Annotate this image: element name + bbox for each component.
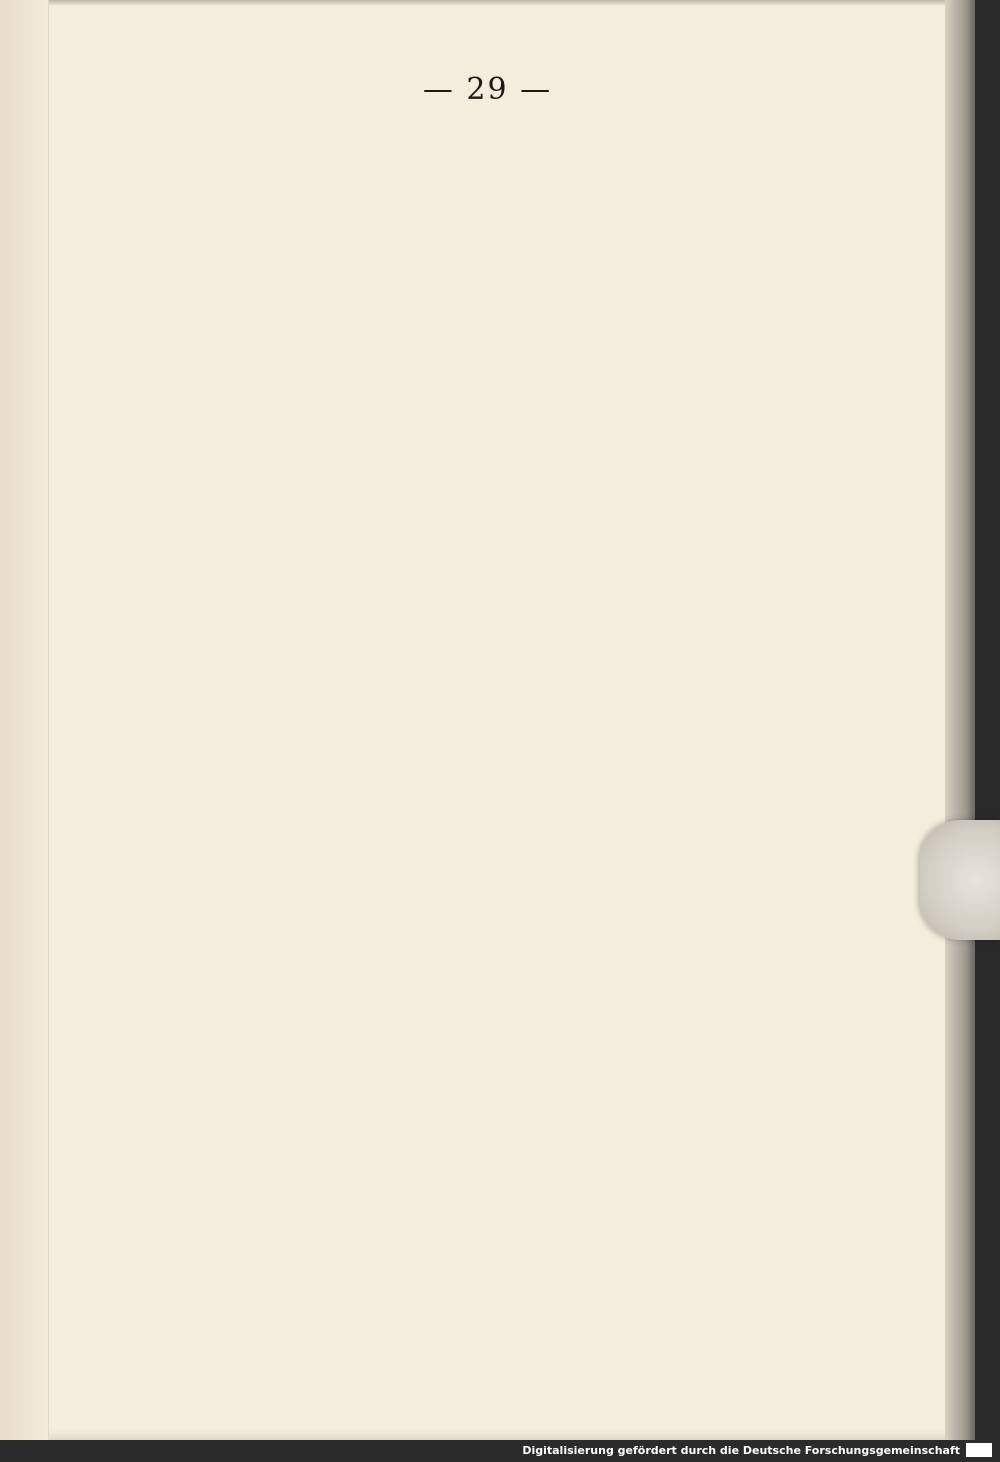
page-clip — [920, 820, 1000, 940]
page-number: — 29 — — [422, 72, 553, 107]
text-body — [120, 122, 840, 1312]
footer-credit: Digitalisierung gefördert durch die Deutsche Forschungsgemeinschaft — [522, 1444, 960, 1457]
top-page-edge — [0, 0, 975, 6]
binding-edge — [0, 0, 49, 1440]
dfg-logo — [966, 1443, 992, 1457]
right-page-edge — [945, 0, 975, 1440]
